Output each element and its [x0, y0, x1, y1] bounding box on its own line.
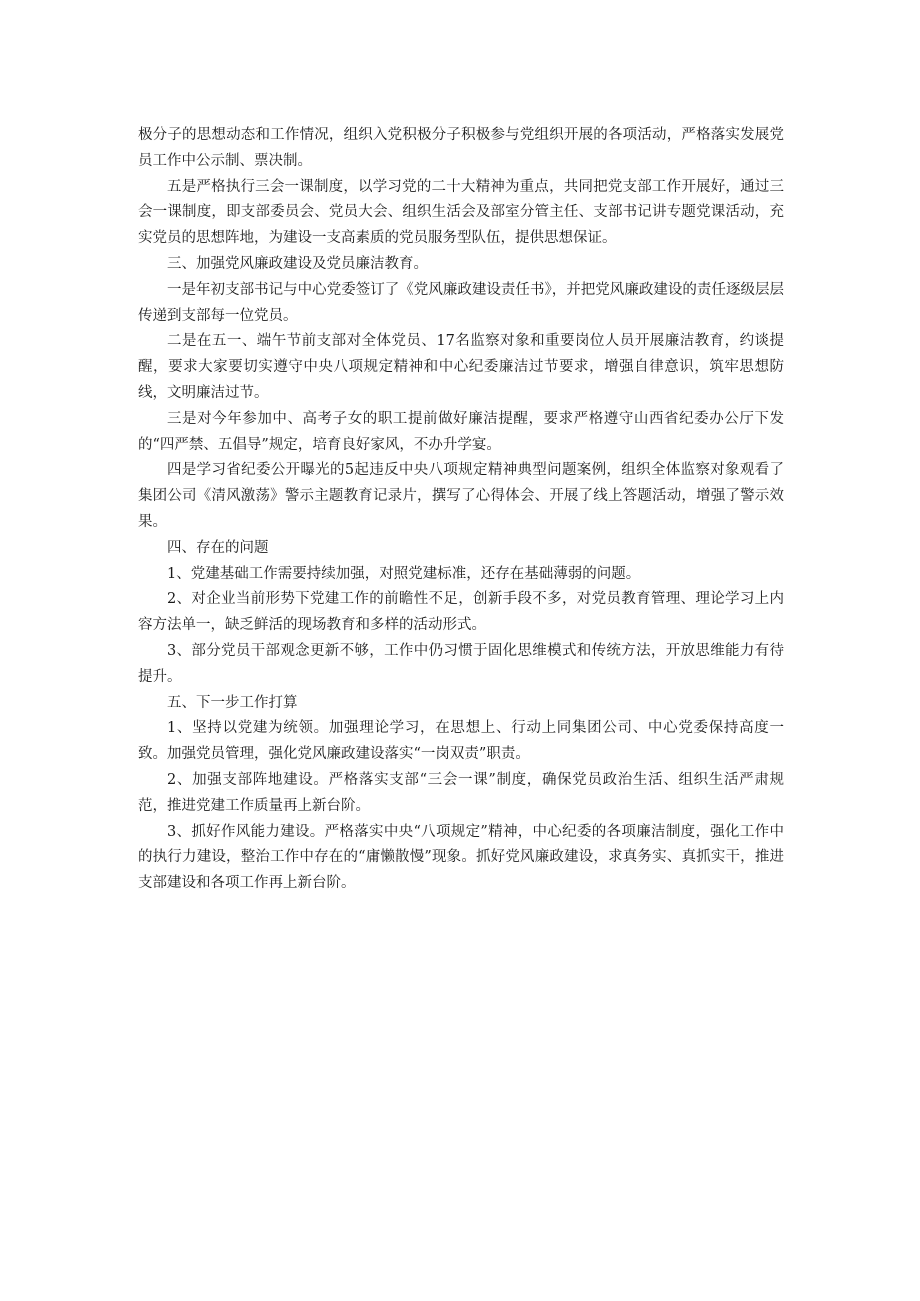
problem-item-3: 3、部分党员干部观念更新不够，工作中仍习惯于固化思维模式和传统方法，开放思维能力有待提升。: [138, 642, 784, 685]
plan-item-2: 2、加强支部阵地建设。严格落实支部“三会一课”制度，确保党员政治生活、组织生活严肃规范，推进党建工作质量再上新台阶。: [138, 771, 784, 814]
plan-item-3: 3、抓好作风能力建设。严格落实中央“八项规定”精神，中心纪委的各项廉洁制度，强化工作中的执行力建设，整治工作中存在的“庸懒散慢”现象。抓好党风廉政建设，求真务实、真抓实干，推进支部建设和各项工作再上新台阶。: [138, 823, 784, 892]
paragraph-item-one: 一是年初支部书记与中心党委签订了《党风廉政建设责任书》，并把党风廉政建设的责任逐级层层传递到支部每一位党员。: [138, 281, 784, 324]
plan-item-1: 1、坚持以党建为统领。加强理论学习，在思想上、行动上同集团公司、中心党委保持高度一致。加强党员管理，强化党风廉政建设落实“一岗双责”职责。: [138, 720, 784, 763]
problem-item-1: 1、党建基础工作需要持续加强，对照党建标准，还存在基础薄弱的问题。: [167, 565, 641, 582]
paragraph-item-three: 三是对今年参加中、高考子女的职工提前做好廉洁提醒，要求严格遵守山西省纪委办公厅下发的“四严禁、五倡导”规定，培育良好家风，不办升学宴。: [138, 410, 784, 453]
paragraph-item-two: 二是在五一、端午节前支部对全体党员、17名监察对象和重要岗位人员开展廉洁教育，约谈提醒，要求大家要切实遵守中央八项规定精神和中心纪委廉洁过节要求，增强自律意识，筑牢思想防线，文明廉洁过节。: [138, 333, 784, 401]
section-heading-three: 三、加强党风廉政建设及党员廉洁教育。: [167, 255, 428, 272]
paragraph-item-four: 四是学习省纪委公开曝光的5起违反中央八项规定精神典型问题案例，组织全体监察对象观看了集团公司《清风激荡》警示主题教育记录片，撰写了心得体会、开展了线上答题活动，增强了警示效果。: [138, 462, 784, 530]
document-body: [138, 123, 784, 897]
paragraph-item-five: 五是严格执行三会一课制度，以学习党的二十大精神为重点，共同把党支部工作开展好，通过三会一课制度，即支部委员会、党员大会、组织生活会及部室分管主任、支部书记讲专题党课活动，充实党员的思想阵地，为建设一支高素质的党员服务型队伍，提供思想保证。: [138, 178, 784, 247]
problem-item-2: 2、对企业当前形势下党建工作的前瞻性不足，创新手段不多，对党员教育管理、理论学习上内容方法单一，缺乏鲜活的现场教育和多样的活动形式。: [138, 591, 784, 634]
paragraph-continuation: 极分子的思想动态和工作情况，组织入党积极分子积极参与党组织开展的各项活动，严格落实发展党员工作中公示制、票决制。: [138, 127, 784, 169]
section-heading-five: 五、下一步工作打算: [167, 694, 298, 711]
section-heading-four: 四、存在的问题: [167, 539, 269, 556]
